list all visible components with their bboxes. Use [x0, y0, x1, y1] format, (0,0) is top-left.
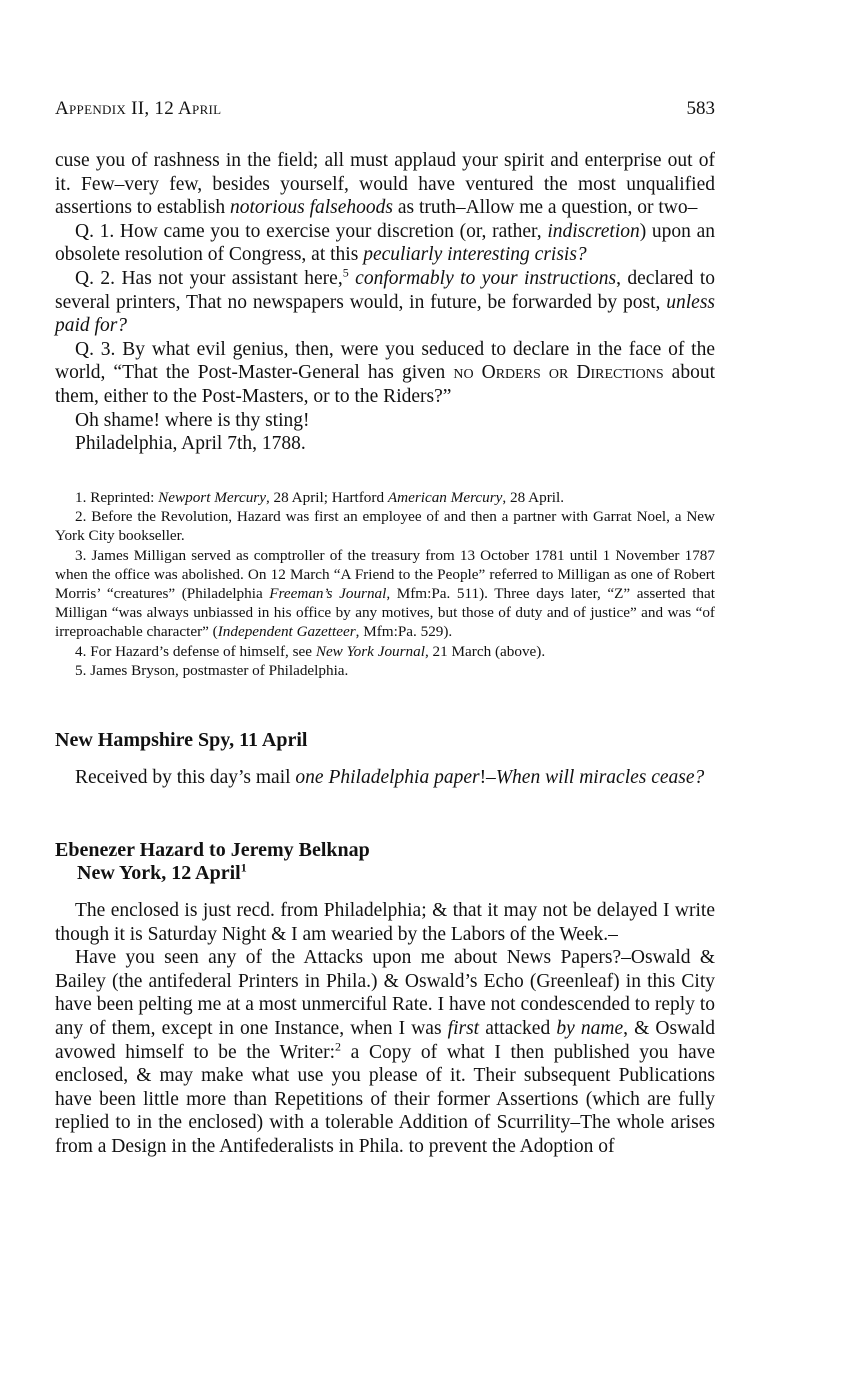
question-1: Q. 1. How came you to exercise your discretion (or, rather, indiscretion) upon an obsolete resolution of Congress, at this peculiarly interesting crisis? [55, 220, 715, 266]
paragraph-opening: cuse you of rashness in the field; all must applaud your spirit and enterprise out of it. Few–very few, besides yourself, would have ventured the most unqualified assertions to establish notorious falsehoods as truth–Allow me a question, or two– [55, 150, 715, 219]
letter-dateline: New York, 12 April$^1$ [77, 860, 247, 884]
footnote-3: 3. James Milligan served as comptroller of the treasury from 13 October 1781 until 1 November 1787 when the office was abolished. On 12 March “A Friend to the People” referred to Milligan as one of Robert Morris’ “creatures” (Philadelphia Freeman’s Journal, Mfm:Pa. 511). Three days later, “Z” asserted that Milligan “was always unbiassed in his office by any motives, but those of duty and of justice” and was “of irreproachable character” (Independent Gazetteer, Mfm:Pa. 529). [55, 546, 715, 641]
footnote-ref-1: 1 [240, 860, 247, 875]
paragraph-1: The enclosed is just recd. from Philadelphia; & that it may not be delayed I write though it is Saturday Night & I am wearied by the Labors of the Week.– [55, 900, 715, 945]
page-header [55, 98, 715, 124]
footnote-4: 4. For Hazard’s defense of himself, see New York Journal, 21 March (above). [75, 642, 546, 660]
footnote-ref-5: 5 [342, 265, 349, 280]
footnote-1: 1. Reprinted: Newport Mercury, 28 April; Hartford American Mercury, 28 April. [75, 489, 565, 506]
footnote-5: 5. James Bryson, postmaster of Philadelphia. [75, 661, 349, 679]
nh-spy-text [55, 766, 715, 790]
section-heading-nh-spy: New Hampshire Spy, 11 April [55, 729, 308, 751]
letter-body-continued [55, 149, 715, 456]
letter-body [55, 899, 715, 1159]
dateline: Philadelphia, April 7th, 1788. [75, 433, 306, 455]
closing-line: Oh shame! where is thy sting! [75, 409, 310, 431]
running-head: Appendix II, 12 April [55, 98, 222, 119]
section-heading-letter: Ebenezer Hazard to Jeremy Belknap [55, 839, 370, 861]
paragraph-2: Have you seen any of the Attacks upon me about News Papers?–Oswald & Bailey (the antifederal Printers in Phila.) & Oswald’s Echo (Greenleaf) in this City have been pelting me at a most unmerciful Rate. I have not condescended to reply to any of them, except in one Instance, when I was first attacked by name, & Oswald avowed himself to be the Writer:$^2$ a Copy of what I then published you have enclosed, & may make what use you please of it. Their subsequent Publications have been little more than Repetitions of their former Assertions (which are fully replied to in the enclosed) with a tolerable Addition of Scurrility–The whole arises from a Design in the Antifederalists in Phila. to prevent the Adoption of [55, 947, 715, 1157]
question-3: Q. 3. By what evil genius, then, were you seduced to declare in the face of the world, “That the Post-Master-General has given no Orders or Directions about them, either to the Post-Masters, or to the Riders?” [55, 338, 715, 407]
question-2: Q. 2. Has not your assistant here,$^5$ conformably to your instructions, declared to several printers, That no newspapers would, in future, be forwarded by post, unless paid for? [55, 265, 716, 337]
footnotes [55, 488, 715, 680]
footnote-ref-2: 2 [335, 1039, 342, 1054]
paragraph: Received by this day’s mail one Philadelphia paper!–When will miracles cease? [75, 767, 705, 788]
footnote-2: 2. Before the Revolution, Hazard was first an employee of and then a partner with Garrat Noel, a New York City bookseller. [55, 508, 715, 545]
page-number: 583 [686, 98, 715, 119]
